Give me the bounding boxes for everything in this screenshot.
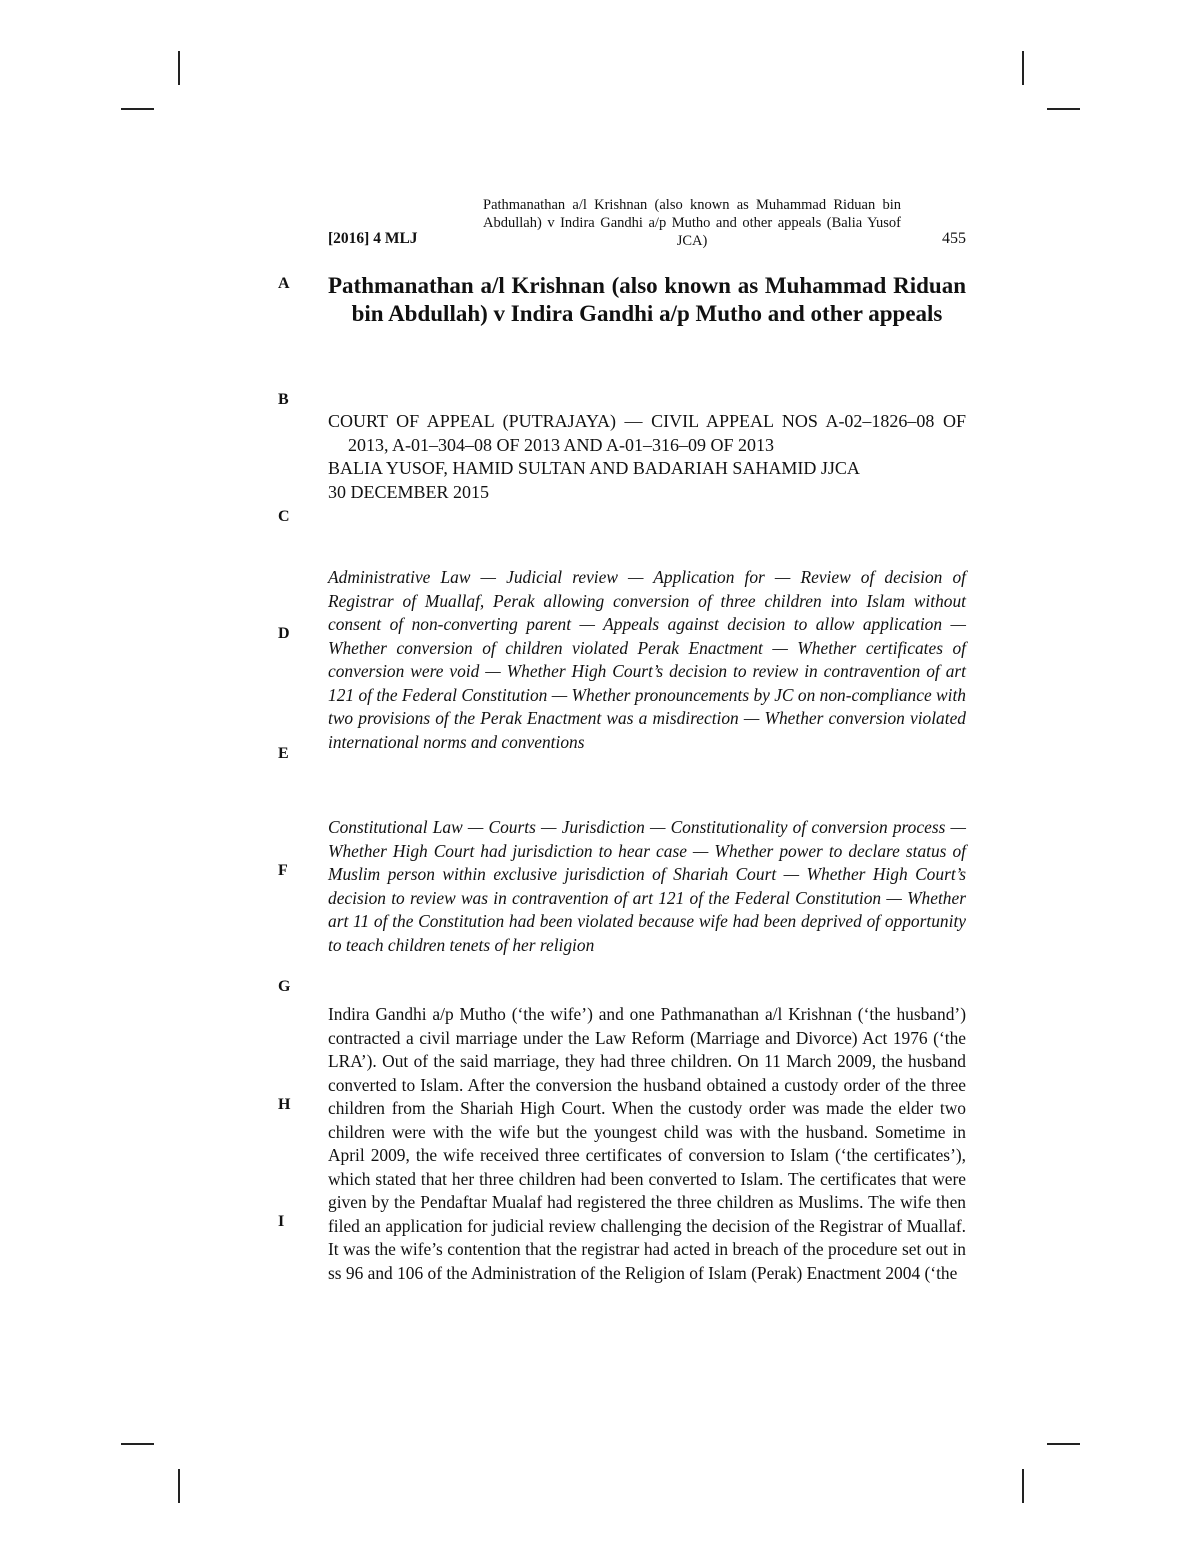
crop-mark-top-left-vertical [178, 51, 180, 85]
case-title: Pathmanathan a/l Krishnan (also known as Muhammad Riduan bin Abdullah) v Indira Gandhi a/p Mutho and other appeals [328, 273, 966, 326]
crop-mark-bottom-right-horizontal [1047, 1443, 1080, 1445]
headnote-paragraph: Indira Gandhi a/p Mutho (‘the wife’) and one Pathmanathan a/l Krishnan (‘the husband’) contracted a civil marriage under the Law Reform (Marriage and Divorce) Act 1976 (‘the LRA’). Out of the said marriage, they had three children. On 11 March 2009, the husband converted to Islam. After the conversion the husband obtained a custody order of the three children from the Shariah High Court. When the custody order was made the elder two children were with the wife but the youngest child was with the husband. Sometime in April 2009, the wife received three certificates of conversion to Islam (‘the certificates’), which stated that her three children had been converted to Islam. The certificates that were given by the Pendaftar Mualaf had registered the three children as Muslims. The wife then filed an application for judicial review challenging the decision of the Registrar of Muallaf. It was the wife’s contention that the registrar had acted in breach of the procedure set out in ss 96 and 106 of the Administration of the Religion of Islam (Perak) Enactment 2004 (‘the [328, 1004, 966, 1283]
margin-letter-e: E [278, 745, 289, 762]
running-head-citation: [2016] 4 MLJ [328, 230, 418, 247]
crop-mark-bottom-left-horizontal [121, 1443, 154, 1445]
crop-mark-top-right-vertical [1022, 51, 1024, 85]
crop-mark-bottom-left-vertical [178, 1469, 180, 1503]
court-details [328, 410, 966, 504]
crop-mark-top-left-horizontal [121, 108, 154, 110]
page-number: 455 [942, 230, 966, 247]
running-head-title: Pathmanathan a/l Krishnan (also known as Muhammad Riduan bin Abdullah) v Indira Gandhi a/p Mutho and other appeals (Balia Yusof JCA) [483, 197, 901, 249]
margin-letter-h: H [278, 1096, 291, 1113]
margin-letter-i: I [278, 1213, 285, 1230]
margin-letter-b: B [278, 391, 289, 408]
catchwords-administrative-law: Administrative Law — Judicial review — Application for — Review of decision of Registrar of Muallaf, Perak allowing conversion of three children into Islam without consent of non-converting parent — Appeals against decision to allow application — Whether conversion of children violated Perak Enactment — Whether certificates of conversion were void — Whether High Court’s decision to review in contravention of art 121 of the Federal Constitution — Whether pronouncements by JC on non-compliance with two provisions of the Perak Enactment was a misdirection — Whether conversion violated international norms and conventions [328, 567, 966, 752]
margin-letter-g: G [278, 978, 291, 995]
crop-mark-top-right-horizontal [1047, 108, 1080, 110]
crop-mark-bottom-right-vertical [1022, 1469, 1024, 1503]
margin-letter-a: A [278, 275, 290, 292]
catchwords-constitutional-law: Constitutional Law — Courts — Jurisdiction — Constitutionality of conversion process — Whether High Court had jurisdiction to hear case — Whether power to declare status of Muslim person within exclusive jurisdiction of Shariah Court — Whether High Court’s decision to review was in contravention of art 121 of the Federal Constitution — Whether art 11 of the Constitution had been violated because wife had been deprived of opportunity to teach children tenets of her religion [328, 817, 966, 955]
court-and-appeal-numbers: COURT OF APPEAL (PUTRAJAYA) — CIVIL APPEAL NOS A-02–1826–08 OF 2013, A-01–304–08 OF 2013 AND A-01–316–09 OF 2013 [328, 411, 966, 455]
margin-letter-c: C [278, 508, 290, 525]
judgment-date: 30 DECEMBER 2015 [328, 481, 490, 502]
running-head [328, 192, 966, 252]
judges: BALIA YUSOF, HAMID SULTAN AND BADARIAH SAHAMID JJCA [328, 458, 860, 478]
margin-letter-f: F [278, 862, 288, 879]
margin-letter-d: D [278, 625, 290, 642]
